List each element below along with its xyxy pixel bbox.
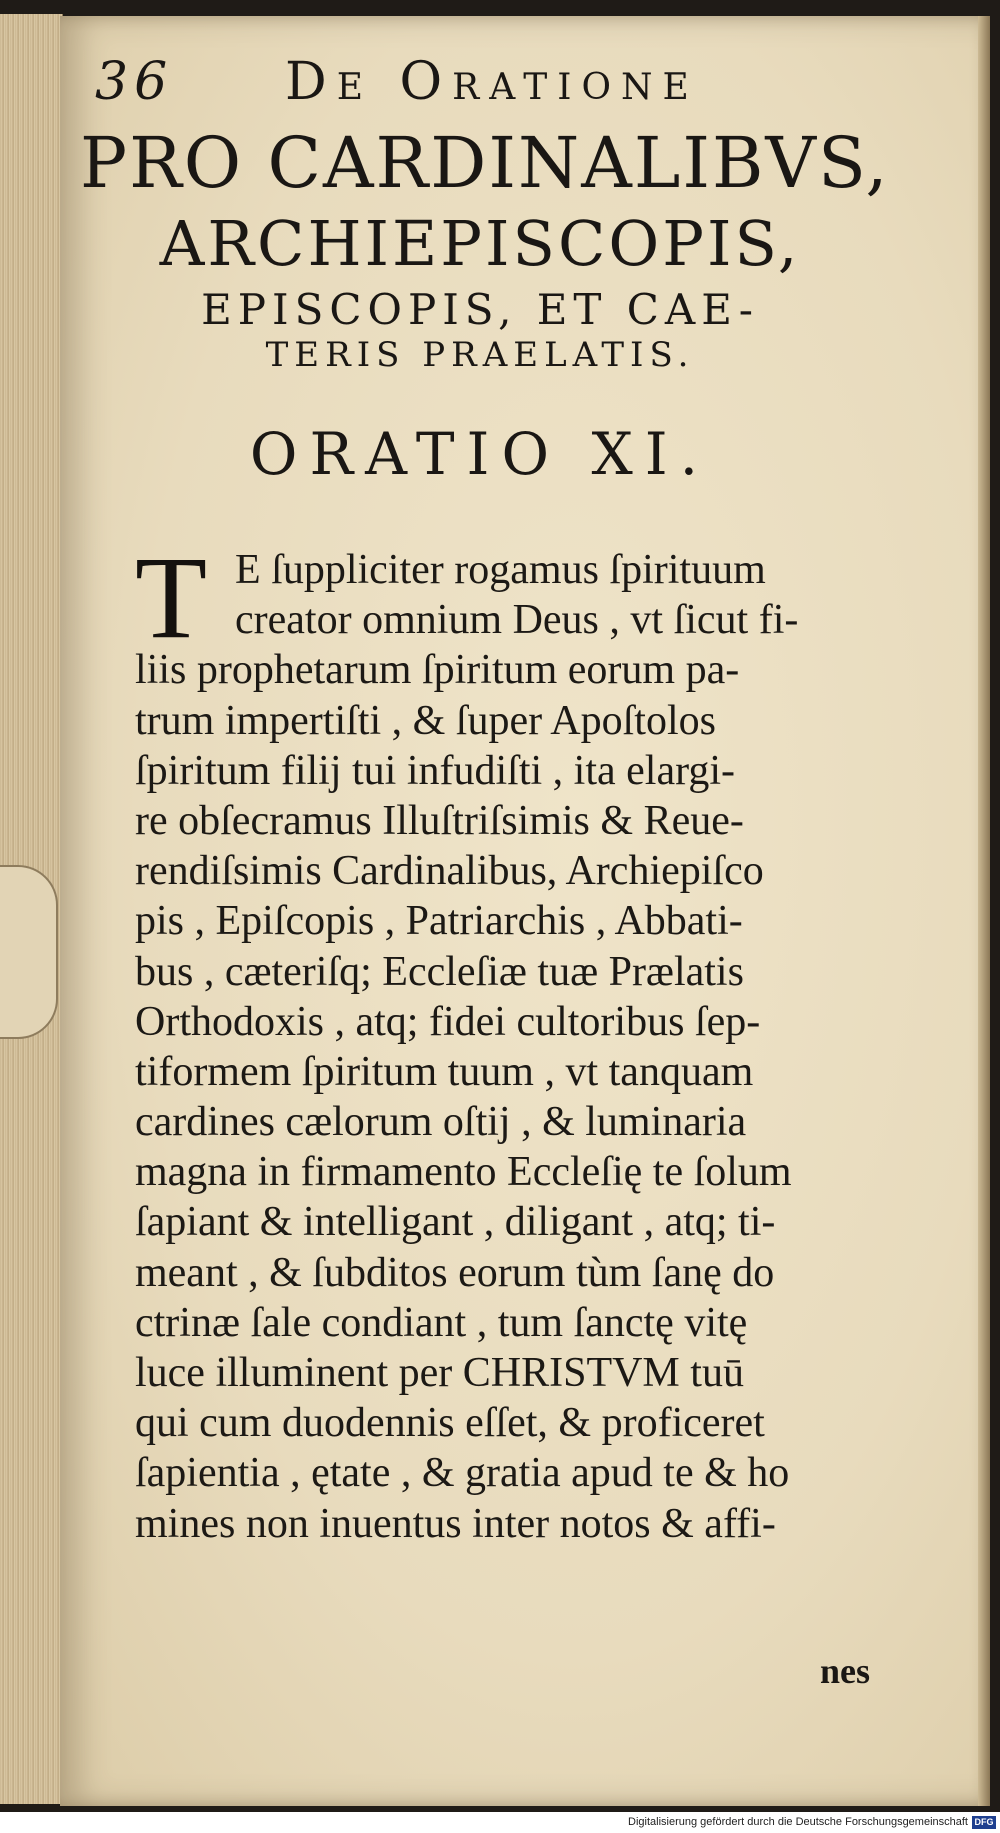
section-heading: ORATIO XI. <box>249 420 711 488</box>
page-gutter <box>978 16 990 1806</box>
text-line: qui cum duodennis eſſet, & proficeret <box>135 1400 765 1447</box>
title-line-4: TERIS PRAELATIS. <box>265 335 695 375</box>
text-line: ſpiritum filij tui infudiſti , ita elargi- <box>135 747 735 794</box>
text-line: mines non inuentus inter notos & affi- <box>135 1500 776 1547</box>
footer-bar <box>0 1812 1000 1833</box>
text-line: tiformem ſpiritum tuum , vt tanquam <box>135 1048 754 1095</box>
text-line: ſapiant & intelligant , diligant , atq; ti- <box>135 1199 776 1246</box>
text-line: Orthodoxis , atq; fidei cultoribus ſep- <box>135 998 761 1045</box>
text-line: rendiſsimis Cardinalibus, Archiepiſco <box>135 848 764 895</box>
text-line: bus , cæteriſq; Eccleſiæ tuæ Prælatis <box>135 948 744 995</box>
body-text <box>135 532 935 1549</box>
text-line: ſapientia , ętate , & gratia apud te & ho <box>135 1450 790 1497</box>
text-line: re obſecramus Illuſtriſsimis & Reue- <box>135 797 744 844</box>
dfg-logo-icon: DFG <box>972 1816 996 1829</box>
text-line: creator omnium Deus , vt ſicut fi- <box>235 597 799 644</box>
page-number: 36 <box>95 52 174 112</box>
catchword: nes <box>820 1651 871 1691</box>
title-line-2: ARCHIEPISCOPIS, <box>159 207 801 280</box>
running-title: De Oratione <box>285 52 699 112</box>
text-line: pis , Epiſcopis , Patriarchis , Abbati- <box>135 898 743 945</box>
text-line: E ſuppliciter rogamus ſpirituum <box>235 547 766 593</box>
page-tab <box>0 865 58 1039</box>
text-line: liis prophetarum ſpiritum eorum pa- <box>135 647 740 694</box>
title-line-3: EPISCOPIS, ET CAE- <box>201 285 759 334</box>
title-line-1: PRO CARDINALIBVS, <box>80 122 890 204</box>
text-line: magna in firmamento Eccleſię te ſolum <box>135 1149 792 1196</box>
text-line: meant , & ſubditos eorum tùm ſanę do <box>135 1249 775 1296</box>
text-line: trum impertiſti , & ſuper Apoſtolos <box>135 697 716 744</box>
footer-credit: Digitalisierung gefördert durch die Deutsche Forschungsgemeinschaft <box>628 1816 968 1828</box>
text-line: ctrinæ ſale condiant , tum ſanctę vitę <box>135 1299 748 1346</box>
running-header <box>95 52 885 122</box>
text-line: luce illuminent per CHRISTVM tuū <box>135 1350 744 1396</box>
text-line: cardines cælorum oſtij , & luminaria <box>135 1099 747 1146</box>
drop-cap: T <box>135 532 208 663</box>
